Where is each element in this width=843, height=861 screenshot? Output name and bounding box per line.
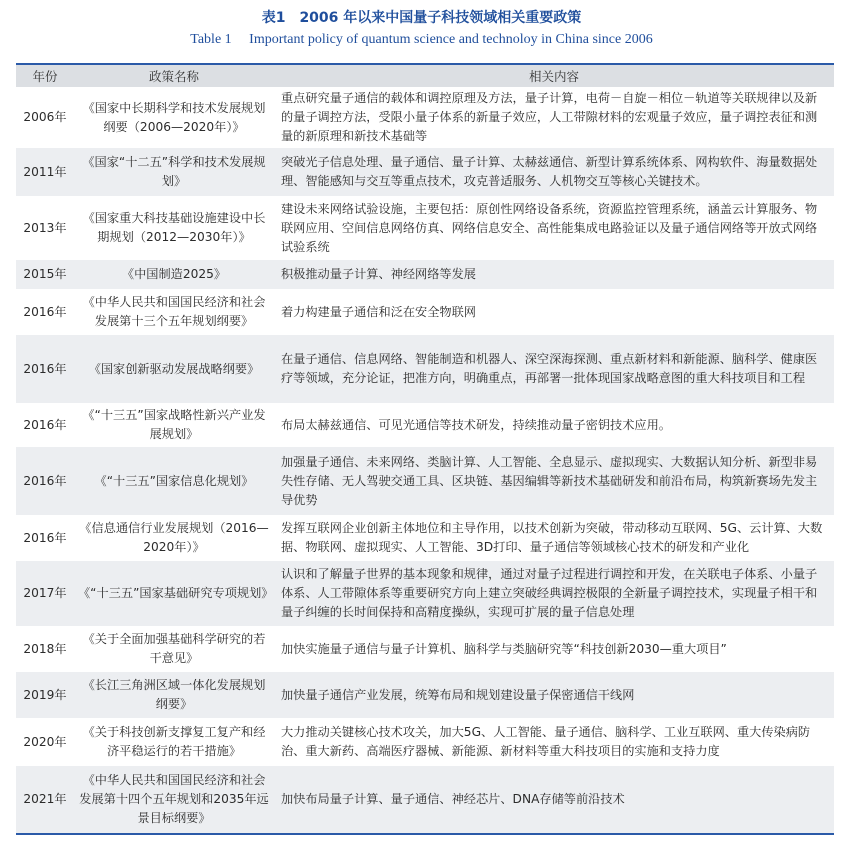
row-content: 认识和了解量子世界的基本现象和规律，通过对量子过程进行调控和开发，在关联电子体系、小量子体系、人工带隙体系等重要研究方向上建立突破经典调控极限的全新量子调控技术，实现量子相干和量子纠缠的长时间保持和高精度操纵，实现可扩展的量子信息处理 bbox=[281, 567, 818, 619]
policy-table bbox=[16, 63, 834, 835]
row-policy-name: 《中华人民共和国国民经济和社会发展第十三个五年规划纲要》 bbox=[82, 295, 266, 328]
row-content: 布局太赫兹通信、可见光通信等技术研发，持续推动量子密钥技术应用。 bbox=[281, 417, 671, 432]
row-year: 2020年 bbox=[23, 734, 67, 749]
row-year: 2021年 bbox=[23, 792, 67, 806]
row-year: 2013年 bbox=[23, 220, 67, 235]
row-policy-name: 《长江三角洲区域一体化发展规划纲要》 bbox=[82, 678, 266, 711]
table-header-row bbox=[16, 64, 834, 87]
row-content: 建设未来网络试验设施，主要包括：原创性网络设备系统，资源监控管理系统，涵盖云计算服务、物联网应用、空间信息网络仿真、网络信息安全、高性能集成电路验证以及量子通信网络等开放式网络试验系统 bbox=[281, 201, 818, 254]
row-policy-name: 《国家重大科技基础设施建设中长期规划（2012—2030年）》 bbox=[82, 211, 266, 244]
table-row bbox=[16, 515, 834, 561]
row-year: 2006年 bbox=[23, 110, 67, 124]
row-year: 2016年 bbox=[23, 473, 67, 488]
row-policy-name: 《中华人民共和国国民经济和社会发展第十四个五年规划和2035年远景目标纲要》 bbox=[79, 773, 269, 825]
row-policy-name: 《关于全面加强基础科学研究的若干意见》 bbox=[82, 632, 266, 665]
table-row bbox=[16, 561, 834, 626]
row-policy-name: 《关于科技创新支撑复工复产和经济平稳运行的若干措施》 bbox=[82, 725, 266, 758]
table-row bbox=[16, 87, 834, 148]
table-row bbox=[16, 718, 834, 766]
table-row bbox=[16, 260, 834, 289]
row-content: 在量子通信、信息网络、智能制造和机器人、深空深海探测、重点新材料和新能源、脑科学、健康医疗等领域，充分论证，把准方向，明确重点，再部署一批体现国家战略意图的重大科技项目和工程 bbox=[281, 352, 818, 385]
row-year: 2015年 bbox=[23, 267, 67, 281]
row-content: 突破光子信息处理、量子通信、量子计算、太赫兹通信、新型计算系统体系、网构软件、海量数据处理、智能感知与交互等重点技术，攻克普适服务、人机物交互等核心关键技术。 bbox=[281, 155, 818, 188]
row-policy-name: 《“十三五”国家基础研究专项规划》 bbox=[78, 586, 274, 600]
row-policy-name: 《国家中长期科学和技术发展规划纲要（2006—2020年）》 bbox=[82, 100, 266, 134]
table-row bbox=[16, 447, 834, 515]
table-row bbox=[16, 626, 834, 672]
table-title-en: Table 1 Important policy of quantum science and technoloy in China since 2006 bbox=[190, 32, 653, 47]
row-year: 2016年 bbox=[23, 304, 67, 319]
table-row bbox=[16, 196, 834, 260]
row-year: 2017年 bbox=[23, 586, 67, 600]
table-title-cn: 表1 2006 年以来中国量子科技领域相关重要政策 bbox=[261, 10, 582, 26]
table-row bbox=[16, 289, 834, 335]
row-content: 积极推动量子计算、神经网络等发展 bbox=[281, 267, 476, 281]
table-row bbox=[16, 335, 834, 403]
row-policy-name: 《中国制造2025》 bbox=[121, 267, 227, 281]
header-year: 年份 bbox=[32, 69, 58, 84]
row-year: 2011年 bbox=[23, 164, 67, 179]
row-year: 2019年 bbox=[23, 687, 67, 702]
row-policy-name: 《“十三五”国家战略性新兴产业发展规划》 bbox=[82, 408, 266, 441]
row-year: 2016年 bbox=[23, 530, 67, 545]
row-content: 加快量子通信产业发展，统筹布局和规划建设量子保密通信干线网 bbox=[281, 687, 635, 702]
header-content: 相关内容 bbox=[528, 69, 579, 84]
row-content: 加强量子通信、未来网络、类脑计算、人工智能、全息显示、虚拟现实、大数据认知分析、新型非易失性存储、无人驾驶交通工具、区块链、基因编辑等新技术基础研发和前沿布局，构筑新赛场先发主导优势 bbox=[281, 454, 818, 507]
row-content: 加快布局量子计算、量子通信、神经芯片、DNA存储等前沿技术 bbox=[281, 792, 625, 806]
row-year: 2016年 bbox=[23, 361, 67, 376]
table-row bbox=[16, 403, 834, 447]
row-content: 大力推动关键核心技术攻关，加大5G、人工智能、量子通信、脑科学、工业互联网、重大传染病防治、重大新药、高端医疗器械、新能源、新材料等重大科技项目的实施和支持力度 bbox=[281, 725, 811, 758]
row-policy-name: 《国家创新驱动发展战略纲要》 bbox=[88, 361, 260, 376]
row-content: 重点研究量子通信的载体和调控原理及方法，量子计算，电荷－自旋－相位－轨道等关联规律以及新的量子调控方法，受限小量子体系的新量子效应，人工带隙材料的宏观量子效应，量子调控表征和测量的新原理和新技术基础等 bbox=[281, 91, 818, 143]
table-row bbox=[16, 766, 834, 834]
header-policy-name: 政策名称 bbox=[148, 69, 199, 84]
row-year: 2018年 bbox=[23, 641, 67, 656]
row-content: 发挥互联网企业创新主体地位和主导作用，以技术创新为突破，带动移动互联网、5G、云计算、大数据、物联网、虚拟现实、人工智能、3D打印、量子通信等领域核心技术的研发和产业化 bbox=[281, 521, 823, 554]
row-policy-name: 《国家“十二五”科学和技术发展规划》 bbox=[82, 155, 266, 188]
row-content: 加快实施量子通信与量子计算机、脑科学与类脑研究等“科技创新2030—重大项目” bbox=[281, 641, 727, 656]
row-content: 着力构建量子通信和泛在安全物联网 bbox=[281, 304, 476, 319]
table-row bbox=[16, 148, 834, 196]
row-year: 2016年 bbox=[23, 417, 67, 432]
row-policy-name: 《“十三五”国家信息化规划》 bbox=[94, 473, 254, 488]
table-row bbox=[16, 672, 834, 718]
row-policy-name: 《信息通信行业发展规划（2016—2020年）》 bbox=[79, 521, 269, 554]
